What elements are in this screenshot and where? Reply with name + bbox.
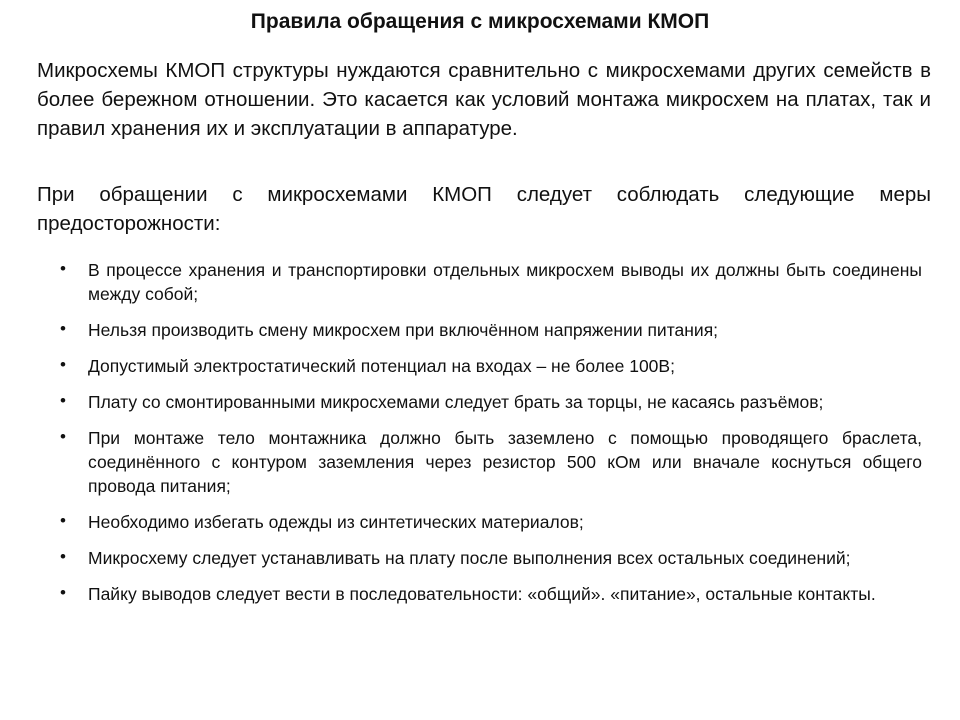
list-item-text: Пайку выводов следует вести в последовательности: «общий». «питание», остальные контакты. — [88, 584, 876, 604]
bullet-icon: • — [60, 511, 66, 530]
list-item — [0, 546, 922, 570]
list-item-text: Допустимый электростатический потенциал на входах – не более 100В; — [88, 356, 675, 376]
list-item-text: В процессе хранения и транспортировки отдельных микросхем выводы их должны быть соединены между собой; — [88, 260, 922, 304]
intro-paragraph: Микросхемы КМОП структуры нуждаются сравнительно с микросхемами других семейств в более бережном отношении. Это касается как условий монтажа микросхем на платах, так и правил хранения их и эксплуатации в аппаратуре. — [37, 59, 931, 140]
list-item — [0, 426, 922, 498]
list-item — [0, 354, 922, 378]
bullet-icon: • — [60, 427, 66, 446]
bullet-icon: • — [60, 547, 66, 566]
bullet-icon: • — [60, 583, 66, 602]
list-item-text: Необходимо избегать одежды из синтетических материалов; — [88, 512, 584, 532]
bullet-icon: • — [60, 319, 66, 338]
bullet-icon: • — [60, 259, 66, 278]
list-item — [0, 510, 922, 534]
slide-title: Правила обращения с микросхемами КМОП — [250, 10, 710, 33]
list-item — [0, 582, 922, 606]
list-item-text: Плату со смонтированными микросхемами следует брать за торцы, не касаясь разъёмов; — [88, 392, 824, 412]
bullet-icon: • — [60, 355, 66, 374]
precautions-intro-paragraph: При обращении с микросхемами КМОП следует соблюдать следующие меры предосторожности: — [37, 183, 931, 235]
list-item-text: При монтаже тело монтажника должно быть заземлено с помощью проводящего браслета, соединённого с контуром заземления через резистор 500 кОм или вначале коснуться общего провода питания; — [88, 428, 922, 496]
precautions-list — [0, 258, 960, 618]
bullet-icon: • — [60, 391, 66, 410]
list-item — [0, 258, 922, 306]
list-item — [0, 318, 922, 342]
list-item-text: Микросхему следует устанавливать на плату после выполнения всех остальных соединений; — [88, 548, 851, 568]
list-item-text: Нельзя производить смену микросхем при включённом напряжении питания; — [88, 320, 719, 340]
list-item — [0, 390, 922, 414]
